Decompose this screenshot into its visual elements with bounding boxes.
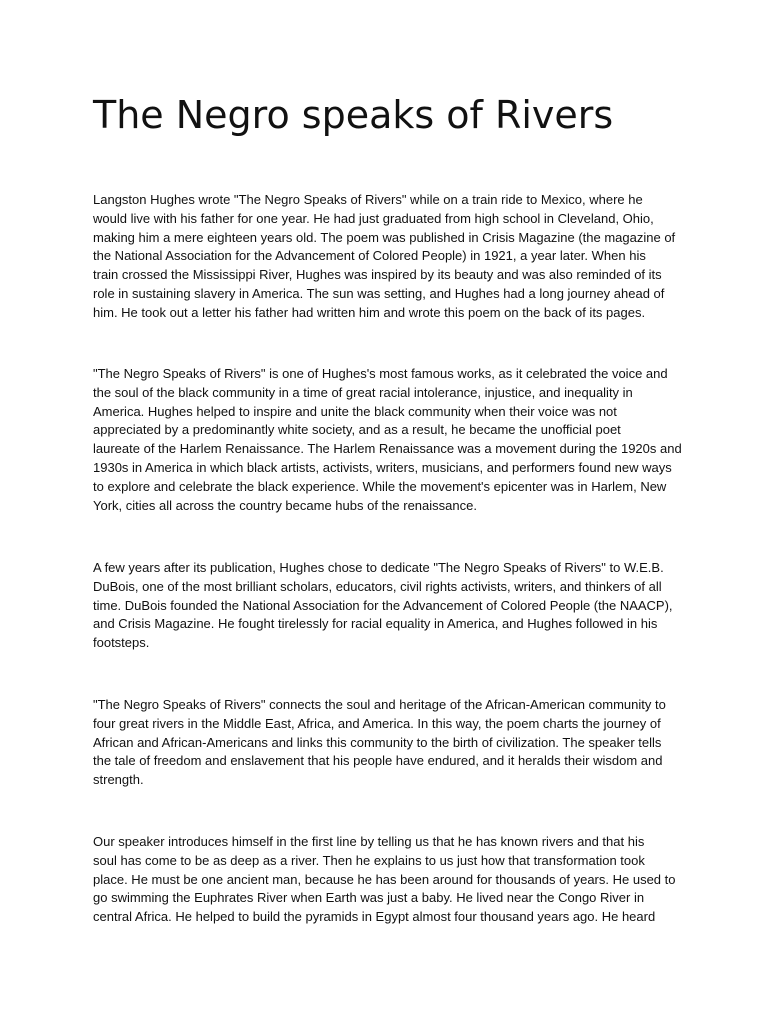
text-line: place. He must be one ancient man, because he has been around for thousands of years. He used to bbox=[93, 871, 676, 887]
text-line: soul has come to be as deep as a river. Then he explains to us just how that transformation took bbox=[93, 852, 645, 868]
text-line: would live with his father for one year. He had just graduated from high school in Cleveland, Ohio, bbox=[93, 210, 654, 226]
text-line: and Crisis Magazine. He fought tirelessly for racial equality in America, and Hughes followed in his bbox=[93, 616, 658, 632]
text-line: the soul of the black community in a time of great racial intolerance, injustice, and inequality in bbox=[93, 384, 633, 400]
paragraph-speaker-introduction bbox=[93, 833, 677, 927]
document-title: The Negro speaks of Rivers bbox=[93, 93, 614, 137]
text-line: four great rivers in the Middle East, Africa, and America. In this way, the poem charts the journey of bbox=[93, 715, 661, 731]
text-line: York, cities all across the country became hubs of the renaissance. bbox=[93, 497, 477, 513]
text-line: 1930s in America in which black artists, activists, writers, musicians, and performers found new ways bbox=[93, 459, 672, 475]
text-line: "The Negro Speaks of Rivers" connects the soul and heritage of the African-American community to bbox=[93, 697, 666, 712]
text-line: the tale of freedom and enslavement that his people have endured, and it heralds their wisdom and bbox=[93, 753, 663, 769]
text-line: African and African-Americans and links this community to the birth of civilization. The speaker tells bbox=[93, 734, 662, 750]
text-line: the National Association for the Advancement of Colored People) in 1921, a year later. When his bbox=[93, 248, 646, 264]
text-line: him. He took out a letter his father had written him and wrote this poem on the back of its pages. bbox=[93, 304, 646, 320]
paragraph-harlem-renaissance bbox=[93, 365, 682, 515]
text-line: strength. bbox=[93, 772, 144, 788]
text-line: appreciated by a predominantly white society, and as a result, he became the unofficial poet bbox=[93, 422, 621, 438]
text-line: Langston Hughes wrote "The Negro Speaks of Rivers" while on a train ride to Mexico, where he bbox=[93, 192, 643, 207]
text-line: time. DuBois founded the National Association for the Advancement of Colored People (the NAACP), bbox=[93, 597, 673, 613]
text-line: central Africa. He helped to build the pyramids in Egypt almost four thousand years ago. He heard bbox=[93, 909, 656, 925]
text-line: America. Hughes helped to inspire and unite the black community when their voice was not bbox=[93, 403, 617, 419]
text-line: Our speaker introduces himself in the first line by telling us that he has known rivers and that his bbox=[93, 834, 645, 849]
paragraph-four-rivers bbox=[93, 696, 677, 790]
text-line: laureate of the Harlem Renaissance. The Harlem Renaissance was a movement during the 1920s and bbox=[93, 441, 682, 457]
text-line: to explore and celebrate the black experience. While the movement's epicenter was in Harlem, New bbox=[93, 478, 667, 494]
text-line: A few years after its publication, Hughes chose to dedicate "The Negro Speaks of Rivers" to W.E.B. bbox=[93, 560, 664, 575]
text-line: "The Negro Speaks of Rivers" is one of Hughes's most famous works, as it celebrated the voice and bbox=[93, 366, 668, 381]
text-line: DuBois, one of the most brilliant scholars, educators, civil rights activists, writers, and thinkers of all bbox=[93, 578, 662, 594]
text-line: making him a mere eighteen years old. The poem was published in Crisis Magazine (the magazine of bbox=[93, 229, 676, 245]
paragraph-train-ride bbox=[93, 191, 677, 323]
text-line: role in sustaining slavery in America. The sun was setting, and Hughes had a long journey ahead of bbox=[93, 285, 665, 301]
text-line: train crossed the Mississippi River, Hughes was inspired by its beauty and was also reminded of its bbox=[93, 267, 662, 283]
paragraph-dubois-dedication bbox=[93, 559, 677, 653]
text-line: footsteps. bbox=[93, 635, 150, 651]
text-line: go swimming the Euphrates River when Earth was just a baby. He lived near the Congo River in bbox=[93, 890, 645, 906]
